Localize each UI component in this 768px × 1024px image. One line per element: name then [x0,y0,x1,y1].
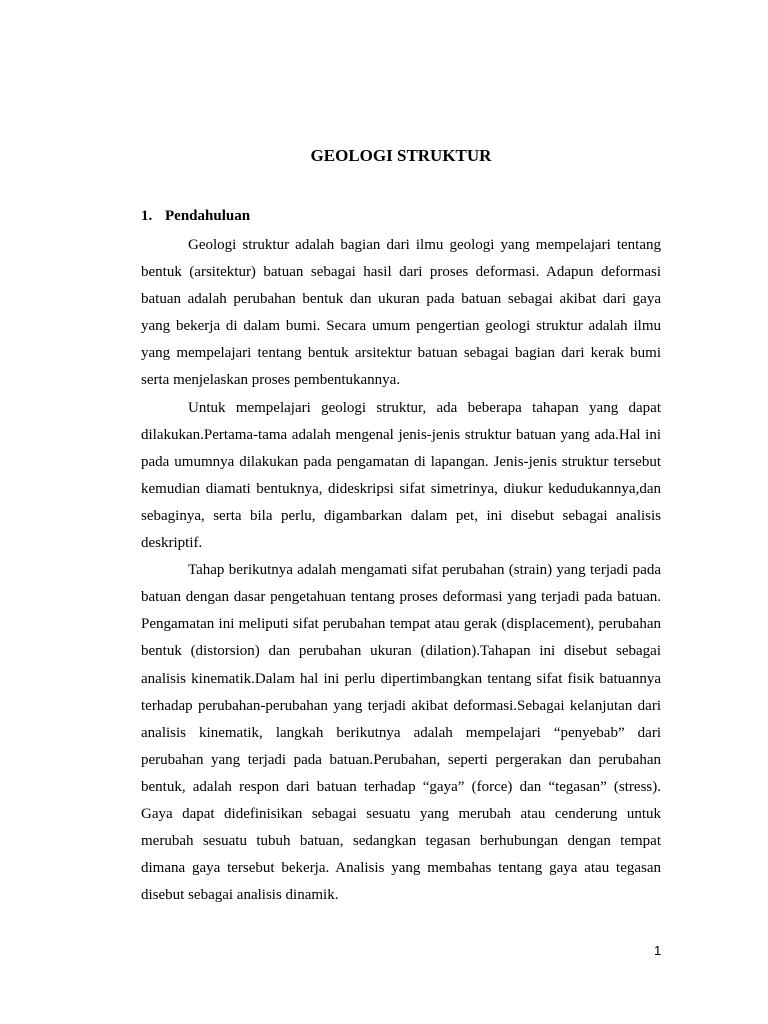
body-text [141,232,661,909]
document-title: GEOLOGI STRUKTUR [310,146,492,165]
paragraph: Tahap berikutnya adalah mengamati sifat perubahan (strain) yang terjadi pada batuan dengan dasar pengetahuan tentang proses deformasi yang terjadi pada batuan. Pengamatan ini meliputi sifat perubahan tempat atau gerak (displacement), perubahan bentuk (distorsion) dan perubahan ukuran (dilation).Tahapan ini disebut sebagai analisis kinematik.Dalam hal ini perlu dipertimbangkan tentang sifat fisik batuannya terhadap perubahan-perubahan yang terjadi akibat deformasi.Sebagai kelanjutan dari analisis kinematik, langkah berikutnya adalah mempelajari “penyebab” dari perubahan yang terjadi pada batuan.Perubahan, seperti pergerakan dan perubahan bentuk, adalah respon dari batuan terhadap “gaya” (force) dan “tegasan” (stress). Gaya dapat didefinisikan sebagai sesuatu yang merubah atau cenderung untuk merubah sesuatu tubuh batuan, sedangkan tegasan berhubungan dengan tempat dimana gaya tersebut bekerja. Analisis yang membahas tentang gaya atau tegasan disebut sebagai analisis dinamik. [141,562,661,904]
section-heading-text: Pendahuluan [165,208,251,224]
page-number: 1 [654,943,662,958]
paragraph: Geologi struktur adalah bagian dari ilmu geologi yang mempelajari tentang bentuk (arsitektur) batuan sebagai hasil dari proses deformasi. Adapun deformasi batuan adalah perubahan bentuk dan ukuran pada batuan sebagai akibat dari gaya yang bekerja di dalam bumi. Secara umum pengertian geologi struktur adalah ilmu yang mempelajari tentang bentuk arsitektur batuan sebagai bagian dari kerak bumi serta menjelaskan proses pembentukannya. [141,237,661,389]
section-heading [141,208,250,225]
paragraph: Untuk mempelajari geologi struktur, ada beberapa tahapan yang dapat dilakukan.Pertama-tama adalah mengenal jenis-jenis struktur batuan yang ada.Hal ini pada umumnya dilakukan pada pengamatan di lapangan. Jenis-jenis struktur tersebut kemudian diamati bentuknya, dideskripsi sifat simetrinya, diukur kedudukannya,dan sebaginya, serta bila perlu, digambarkan dalam pet, ini disebut sebagai analisis deskriptif. [141,399,661,552]
section-number: 1. [141,208,153,224]
